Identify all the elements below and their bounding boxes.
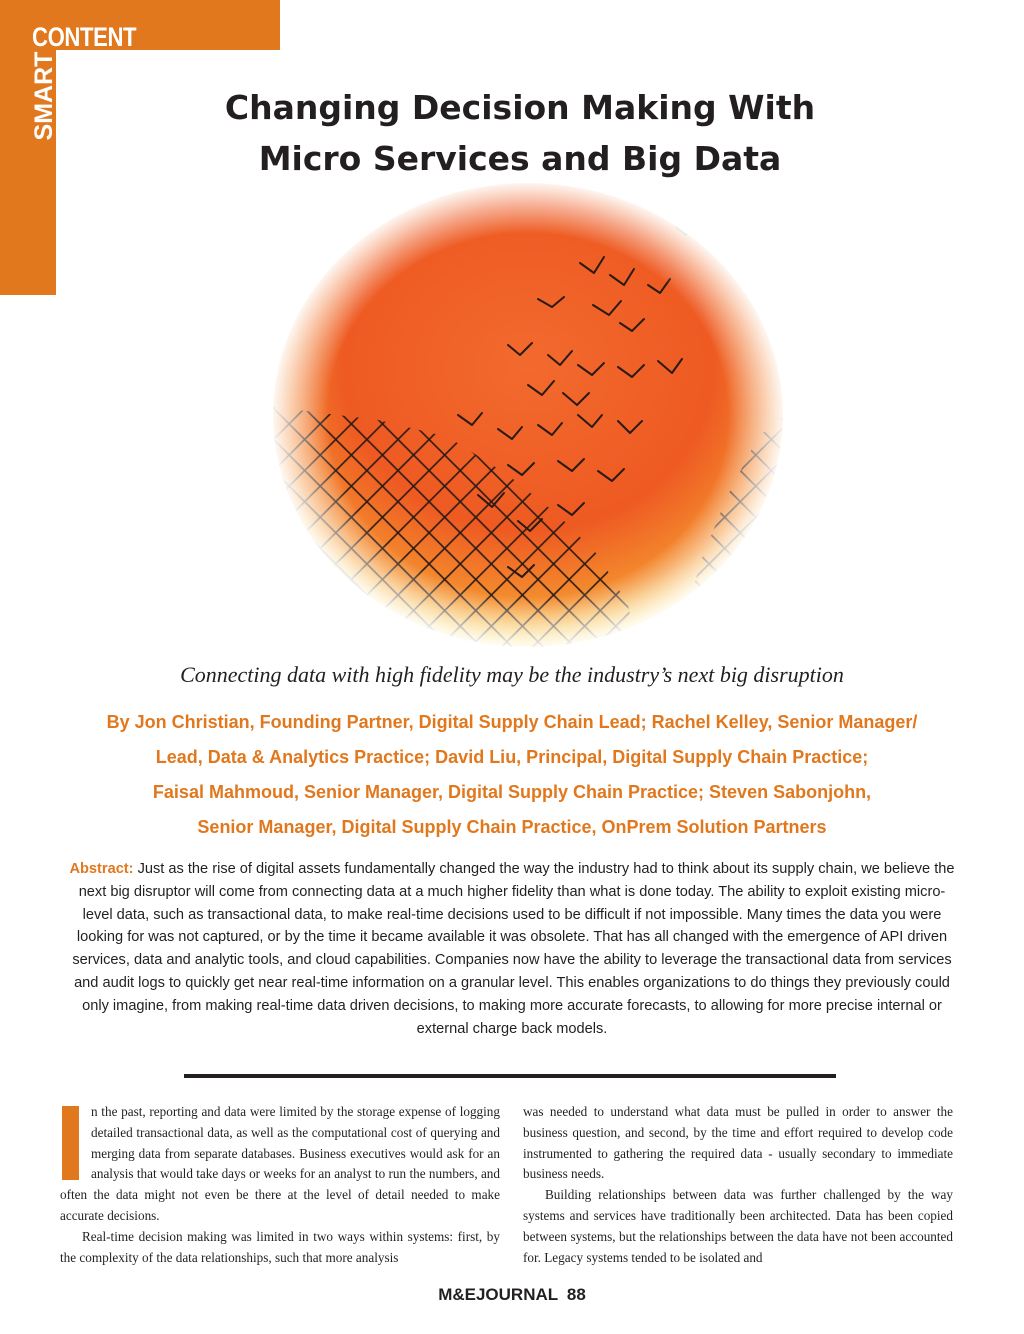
- abstract: [65, 858, 959, 1040]
- page-footer: [0, 1283, 1024, 1307]
- section-divider: [184, 1074, 836, 1078]
- body-paragraph: was needed to understand what data must be pulled in order to answer the business question, and second, by the time and effort required to develop code instrumented to gathering the required data - usually secondary to immediate business needs.: [523, 1104, 953, 1182]
- drop-cap: [62, 1106, 79, 1180]
- title-line-1: Changing Decision Making With: [224, 88, 816, 127]
- article-title: [120, 82, 920, 184]
- abstract-text: Just as the rise of digital assets fundamentally changed the way the industry had to think about its supply chain, we believe the next big disruptor will come from connecting data at a much higher fidelity than what is done today. The ability to exploit existing micro-level data, such as transactional data, to make real-time decisions used to be difficult if not impossible. Many times the data you were looking for was not captured, or by the time it became available it was obsolete. That has all changed with the emergence of API driven services, data and analytic tools, and cloud capabilities. Companies now have the ability to leverage the transactional data from services and audit logs to quickly get near real-time information on a granular level. This enables organizations to do things they previously could only imagine, from making real-time data driven decisions, to making more accurate forecasts, to allowing for more precise internal or external charge back models.: [72, 861, 955, 1037]
- page-number: 88: [566, 1285, 586, 1304]
- byline-line-2: Lead, Data & Analytics Practice; David Liu, Principal, Digital Supply Chain Practice;: [155, 747, 869, 767]
- body-paragraph: Building relationships between data was further challenged by the way systems and services have traditionally been architected. Data has been copied between systems, but the relationships between the data have not been accounted for. Legacy systems tended to be isolated and: [523, 1187, 953, 1265]
- body-paragraph: Real-time decision making was limited in two ways within systems: first, by the complexity of the data relationships, such that more analysis: [60, 1228, 500, 1265]
- abstract-label: Abstract:: [69, 861, 134, 877]
- body-paragraph: n the past, reporting and data were limited by the storage expense of logging detailed transactional data, as well as the computational cost of querying and merging data from separate databases. Business executives would ask for an analysis that would take days or weeks for an analyst to run the numbers, and often the data might not even be there at the level of detail needed to make accurate decisions.: [60, 1104, 500, 1223]
- body-column-1: [60, 1102, 500, 1268]
- brand-content-label: CONTENT: [32, 22, 137, 52]
- byline-line-4: Senior Manager, Digital Supply Chain Practice, OnPrem Solution Partners: [197, 817, 827, 837]
- brand-smart-label: SMART: [30, 51, 58, 141]
- title-line-2: Micro Services and Big Data: [258, 139, 782, 178]
- byline-line-3: Faisal Mahmoud, Senior Manager, Digital Supply Chain Practice; Steven Sabonjohn,: [152, 782, 872, 802]
- byline-line-1: By Jon Christian, Founding Partner, Digital Supply Chain Lead; Rachel Kelley, Senior Manager/: [106, 712, 918, 732]
- hero-illustration: [258, 175, 798, 655]
- article-subtitle: Connecting data with high fidelity may be the industry’s next big disruption: [180, 662, 844, 687]
- body-column-2: [523, 1102, 953, 1268]
- journal-name: M&EJOURNAL: [438, 1285, 559, 1304]
- byline: [60, 705, 964, 845]
